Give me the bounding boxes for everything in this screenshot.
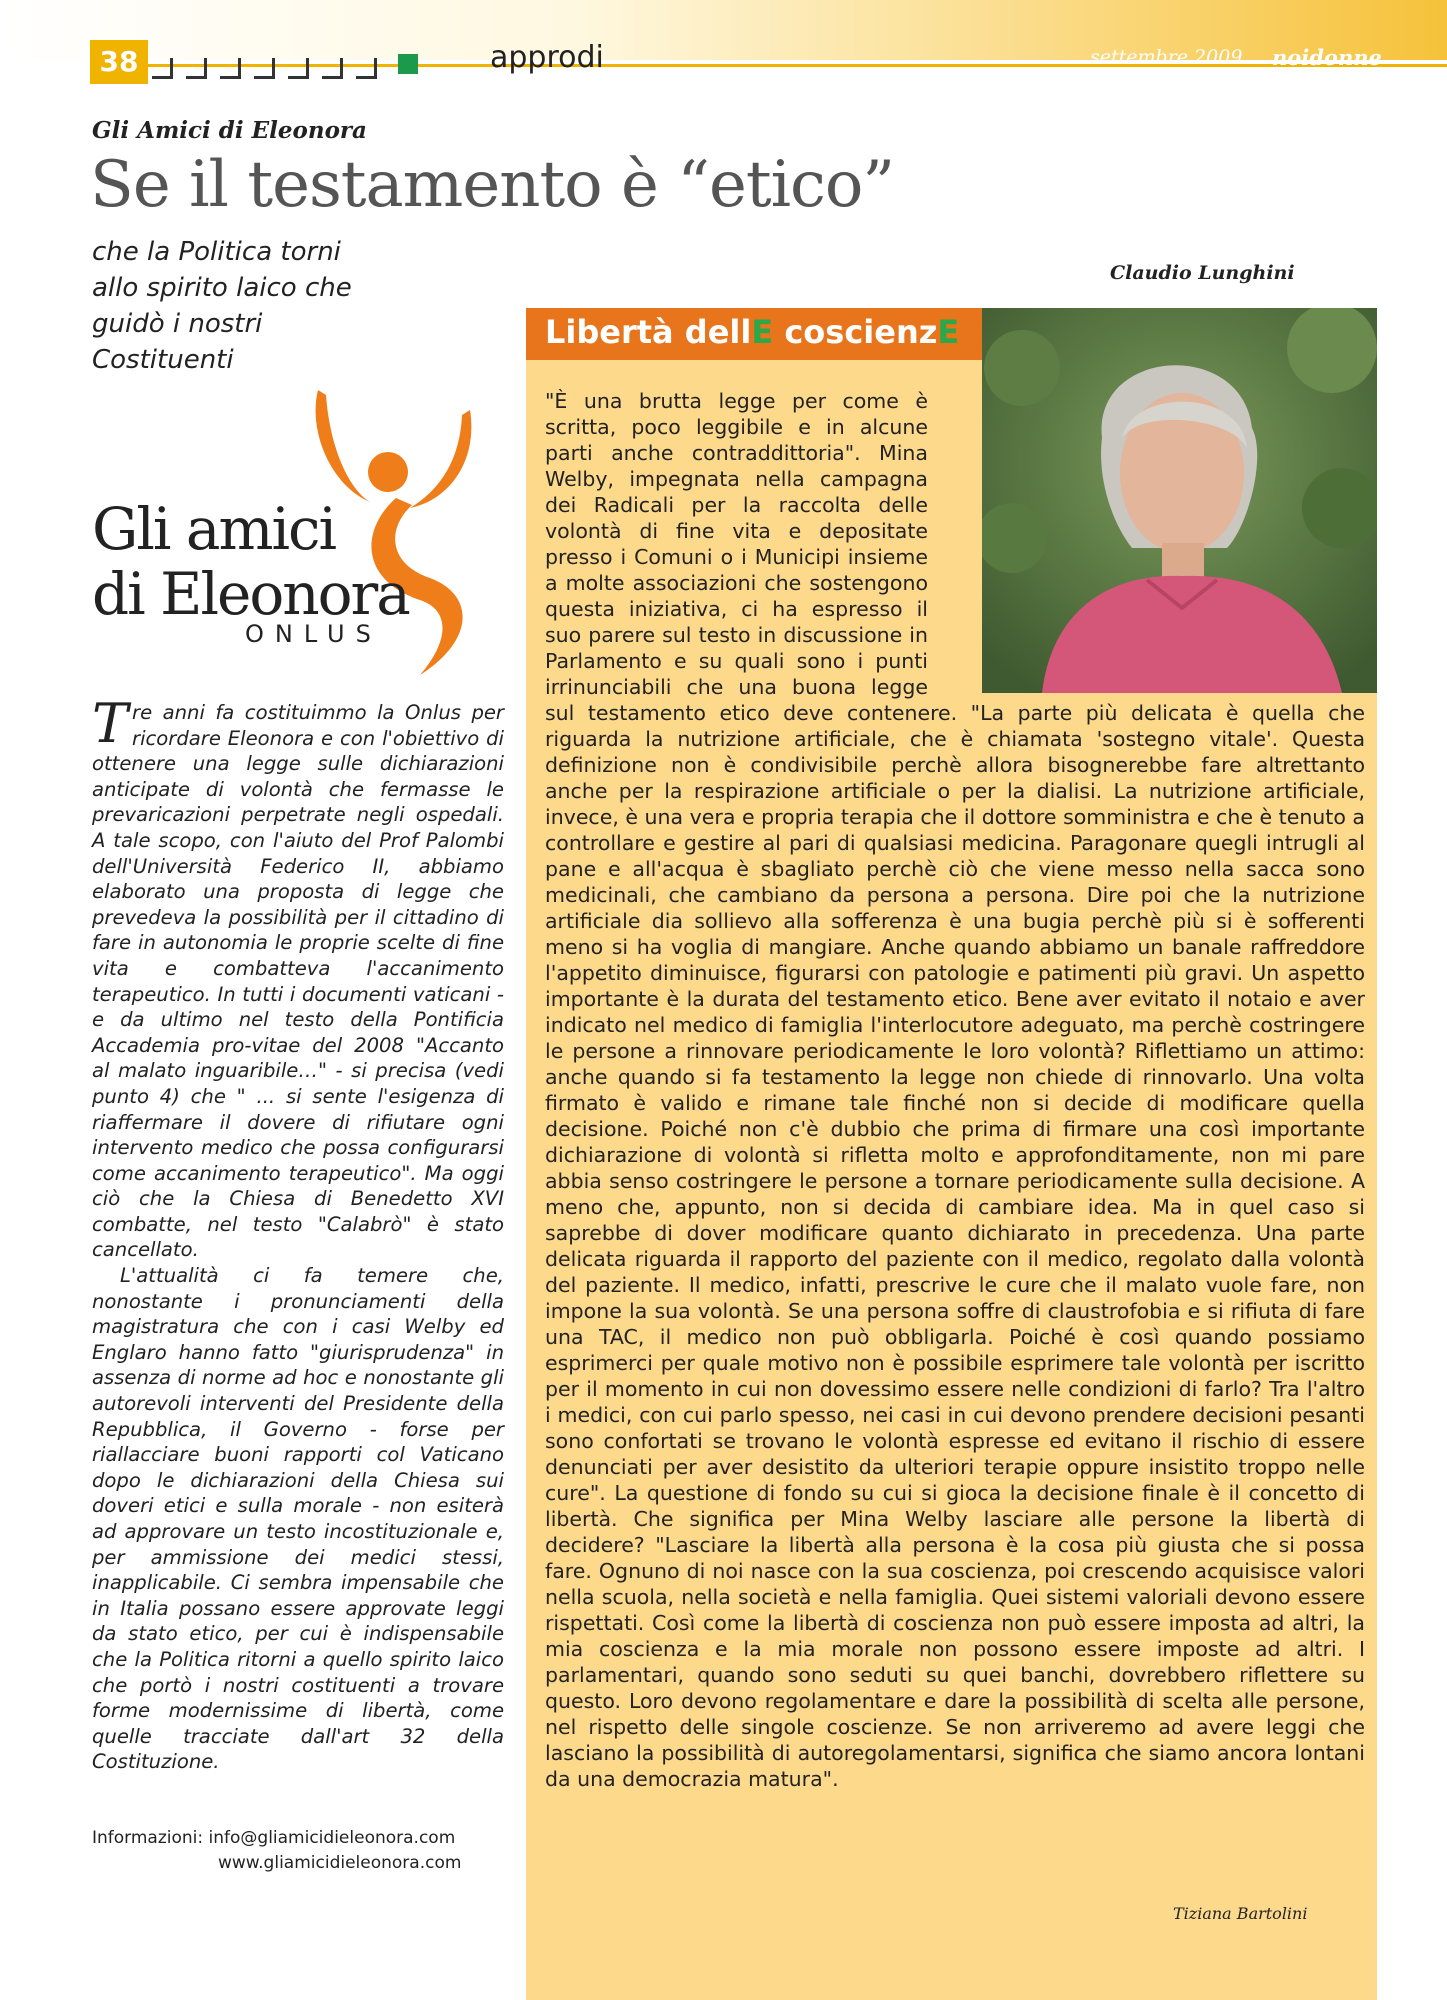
article-kicker: Gli Amici di Eleonora — [92, 117, 367, 144]
article-paragraph-1: re anni fa costituimmo la Onlus per ricordare Eleonora e con l'obiettivo di ottenere una legge sulle dichiarazioni anticipate di volontà che fermasse le prevaricazioni perpetrate negli ospedali. A tale scopo, con l'aiuto del Prof Palombi dell'Università Federico II, abbiamo elaborato una proposta di legge che prevedeva la possibilità per il cittadino di fare in autonomia le proprie scelte di fine vita e combatteva l'accanimento terapeutico. In tutti i documenti vaticani - e da ultimo nel testo della Pontificia Accademia pro-vitae del 2008 "Accanto al malato inguaribile…" - si precisa (vedi punto 4) che " ... si sente l'esigenza di riaffermare il dovere di rifiutare ogni intervento medico che possa configurarsi come accanimento terapeutico". Ma oggi ciò che la Chiesa di Benedetto XVI combatte, nel testo "Calabrò" è stato cancellato. — [92, 701, 504, 1262]
green-square-icon — [398, 54, 418, 74]
sidebar-title: Libertà dellE coscienzE — [545, 313, 960, 351]
decor-bracket — [186, 58, 207, 79]
logo-text-line1: Gli amici — [92, 495, 336, 563]
issue-date: settembre 2009 — [1090, 46, 1243, 68]
decor-bracket — [356, 58, 377, 79]
photo-spacer — [928, 388, 1365, 693]
contact-email: Informazioni: info@gliamicidieleonora.com — [92, 1828, 456, 1848]
magazine-name: noidonne — [1272, 45, 1382, 70]
logo-text-onlus: ONLUS — [245, 620, 382, 648]
drop-cap: T — [92, 692, 129, 755]
decor-bracket — [322, 58, 343, 79]
sidebar-body — [545, 388, 1365, 1792]
author-byline: Claudio Lunghini — [1110, 262, 1295, 284]
decor-bracket — [152, 58, 173, 79]
website-url: www.gliamicidieleonora.com — [218, 1853, 462, 1873]
article-paragraph-2: L'attualità ci fa temere che, nonostante i pronunciamenti della magistratura che con i casi Welby ed Englaro hanno fatto "giurisprudenza" in assenza di norme ad hoc e nonostante gli autorevoli interventi del Presidente della Repubblica, il Governo - forse per riallacciare buoni rapporti col Vaticano dopo le dichiarazioni della Chiesa sui doveri etici e sulla morale - non esiterà ad approvare un testo incostituzionale e, per ammissione dei medici stessi, inapplicabile. Ci sembra impensabile che in Italia possano essere approvate leggi da stato etico, per cui è indispensabile che la Politica ritorni a quello spirito laico che portò i nostri costituenti a trovare forme modernissime di libertà, come quelle tracciate dall'art 32 della Costituzione. — [92, 1264, 504, 1774]
logo-text-line2: di Eleonora — [92, 560, 409, 628]
section-name: approdi — [490, 40, 604, 75]
sidebar-paragraph: "È una brutta legge per come è scritta, poco leggibile e in alcune parti anche contraddittoria". Mina Welby, impegnata nella campagna dei Radicali per la raccolta delle volontà di fine vita e depositate presso i Comuni o i Municipi insieme a molte associazioni che sostengono questa iniziativa, ci ha espresso il suo parere sul testo in discussione in Parlamento e su quali sono i punti irrinunciabili che una buona legge sul testamento etico deve contenere. "La parte più delicata è quella che riguarda la nutrizione artificiale, che è chiamata 'sostegno vitale'. Questa definizione non è condivisibile perchè allora bisognerebbe fare altrettanto anche per la respirazione artificiale o per la dialisi. La nutrizione artificiale, invece, è una vera e propria terapia che il dottore somministra e che è tenuto a controllare e gestire al pari di qualsiasi medicina. Paragonare quegli intrugli al pane e all'acqua è sbagliato perchè ciò che viene messo nella sacca sono medicinali, che cambiano da persona a persona. Dire poi che la nutrizione artificiale dia sollievo alla sofferenza è una bugia perchè più si è sofferenti meno si ha voglia di mangiare. Anche quando abbiamo un banale raffreddore l'appetito diminuisce, figurarsi con patologie e patimenti più gravi. Un aspetto importante è la durata del testamento etico. Bene aver evitato il notaio e aver indicato nel medico di famiglia l'interlocutore adeguato, ma perchè costringere le persone a rinnovare periodicamente le loro volontà? Riflettiamo un attimo: anche quando si fa testamento la legge non chiede di rinnovarlo. Una volta firmato è valido e rimane tale finché non si decide di modificare quella decisione. Poiché non c'è dubbio che prima di firmare una così importante dichiarazione di volontà si rifletta molto e approfonditamente, non mi pare abbia senso costringere le persone a tornare periodicamente sulla decisione. A meno che, appunto, non si decida di cambiare idea. Ma in quel caso si saprebbe di dover modificare quanto dichiarato in precedenza. Una parte delicata riguarda il rapporto del paziente con il medico, regolato dalla volontà del paziente. Il medico, infatti, prescrive le cure che il malato vuole fare, non impone la sua volontà. Se una persona soffre di claustrofobia e si rifiuta di fare una TAC, il medico non può obbligarla. Poiché è così quando possiamo esprimerci per quale motivo non è possibile esprimere tale volontà per iscritto per il momento in cui non dovessimo essere nelle condizioni di farlo? Tra l'altro i medici, con cui parlo spesso, nei casi in cui devono prendere decisioni pesanti sono confortati se trovano le volontà espresse ed evitano il rischio di essere denunciati per aver desistito da ulteriori terapie oppure insistito troppo nelle cure". La questione di fondo su cui si gioca la decisione finale è il concetto di libertà. Che significa per Mina Welby lasciare alle persone la libertà di decidere? "Lasciare la libertà alla persona è la cosa più giusta che si possa fare. Ognuno di noi nasce con la sua coscienza, poi crescendo acquisisce valori nella scuola, nella società e nella famiglia. Quei sistemi valoriali devono essere rispettati. Così come la libertà di coscienza non può essere imposta ad altri, la mia coscienza e la mia morale non possono essere imposte ad altri. I parlamentari, quando sono seduti su quei banchi, dovrebbero riflettere su questo. Loro devono regolamentare e dare la possibilità di scelta alle persone, nel rispetto delle singole coscienze. Se non arriveremo ad avere leggi che lasciano la possibilità di autoregolamentarsi, significa che siamo ancora lontani da una democrazia matura". — [545, 389, 1365, 1791]
article-headline: Se il testamento è “etico” — [90, 148, 895, 222]
decor-bracket — [254, 58, 275, 79]
decor-bracket — [288, 58, 309, 79]
sidebar-signature: Tiziana Bartolini — [1173, 1904, 1308, 1923]
article-body — [92, 692, 504, 1775]
page-number: 38 — [90, 40, 148, 84]
article-deck: che la Politica torni allo spirito laico che guidò i nostri Costituenti — [92, 237, 352, 375]
decor-bracket — [220, 58, 241, 79]
